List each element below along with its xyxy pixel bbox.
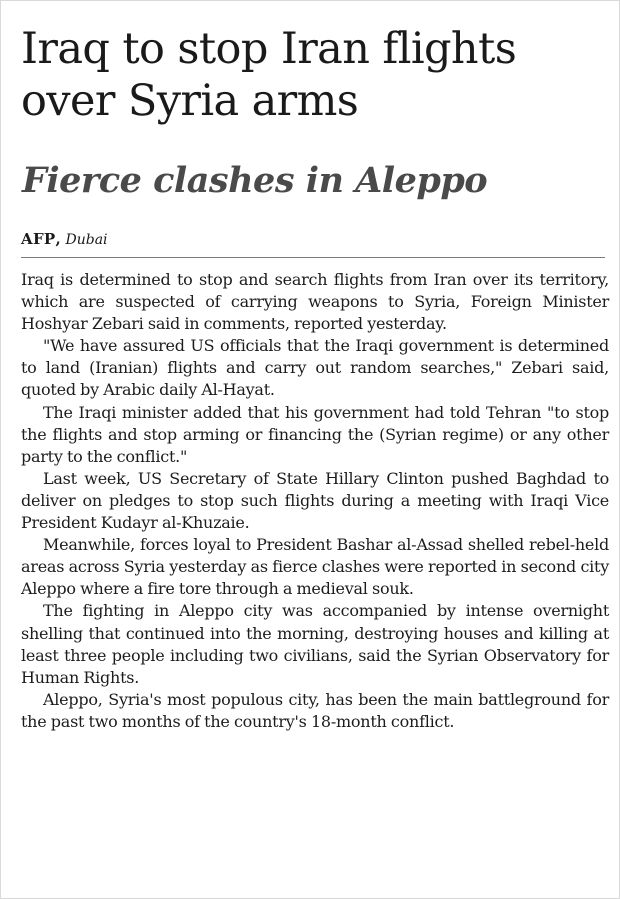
byline-separator: , (55, 230, 61, 248)
article-paragraph: The fighting in Aleppo city was accompanied by intense overnight shelling that continued into the morning, destroying houses and killing at least three people including two civilians, said the Syrian Observatory for Human Rights. (21, 601, 609, 687)
article-paragraph: The Iraqi minister added that his government had told Tehran "to stop the flights and stop arming or financing the (Syrian regime) or any other party to the conflict." (21, 402, 609, 466)
byline-agency: AFP (21, 230, 56, 248)
article-paragraph: Meanwhile, forces loyal to President Bashar al-Assad shelled rebel-held areas across Syria yesterday as fierce clashes were reported in second city Aleppo where a fire tore through a medieval souk. (21, 535, 609, 599)
article-paragraph: "We have assured US officials that the Iraqi government is determined to land (Iranian) flights and carry out random searches," Zebari said, quoted by Arabic daily Al-Hayat. (21, 336, 609, 400)
byline-divider (21, 257, 605, 258)
byline-location: Dubai (65, 232, 108, 248)
byline (21, 229, 601, 253)
article-subhead: Fierce clashes in Aleppo (22, 160, 488, 201)
article-paragraph: Last week, US Secretary of State Hillary Clinton pushed Baghdad to deliver on pledges to stop such flights during a meeting with Iraqi Vice President Kudayr al-Khuzaie. (21, 468, 609, 533)
article-body (21, 269, 609, 733)
article-headline: Iraq to stop Iran flights over Syria arms (21, 24, 517, 126)
article-paragraph: Aleppo, Syria's most populous city, has been the main battleground for the past two months of the country's 18-month conflict. (21, 689, 609, 731)
article-paragraph: Iraq is determined to stop and search flights from Iran over its territory, which are suspected of carrying weapons to Syria, Foreign Minister Hoshyar Zebari said in comments, reported yesterday. (21, 270, 609, 334)
